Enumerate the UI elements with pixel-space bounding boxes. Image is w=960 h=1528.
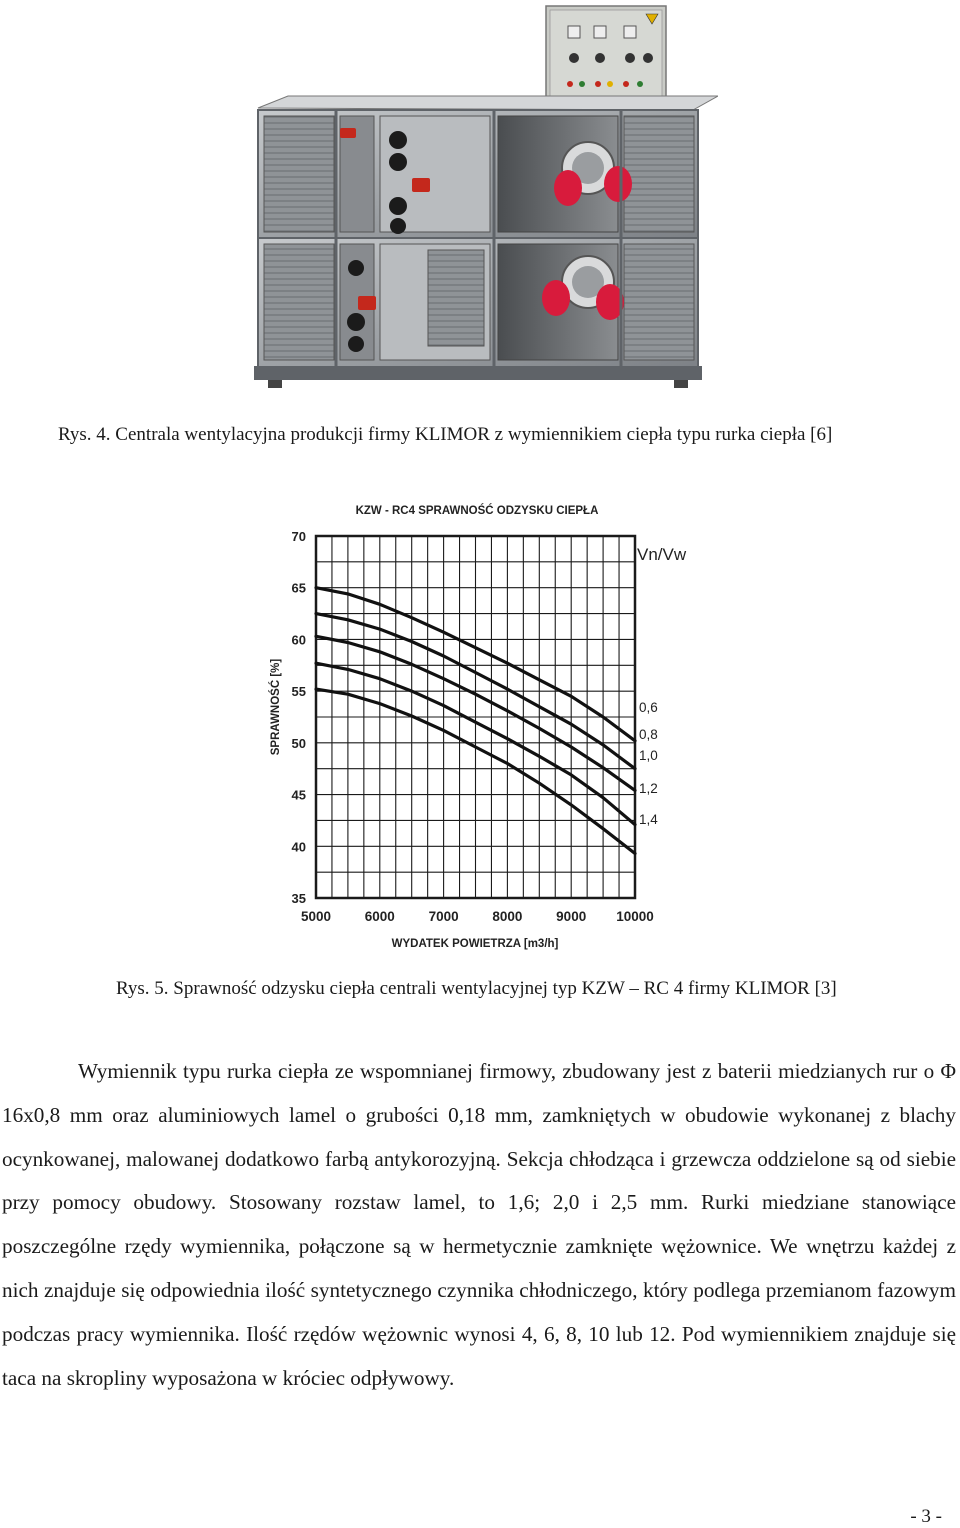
y-tick-label: 50 [291,735,306,751]
body-paragraph: Wymiennik typu rurka ciepła ze wspomnianej firmowy, zbudowany jest z baterii miedzianych rur o Φ 16x0,8 mm oraz aluminiowych lamel o grubości 0,18 mm, zamkniętych w obudowie wykonanej z blachy ocynkowanej, malowanej dodatkowo farbą antykorozyjną. Sekcja chłodząca i grzewcza oddzielone są od siebie przy pomocy obudowy. Stosowany rozstaw lamel, to 1,6; 2,0 i 2,5 mm. Rurki miedziane stanowiące poszczególne rzędy wymiennika, połączone są w hermetycznie zamknięte wężownice. We wnętrzu każdej z nich znajduje się odpowiednia ilość syntetycznego czynnika chłodniczego, który podlega przemianom fazowym podczas pracy wymiennika. Ilość rzędów wężownic wynosi 4, 6, 8, 10 lub 12. Pod wymiennikiem znajduje się taca na skropliny wyposażona w króciec odpływowy. [2,1059,956,1390]
chart-grid [316,536,635,898]
chart-title: KZW - RC4 SPRAWNOŚĆ ODZYSKU CIEPŁA [355,505,599,517]
legend-title: Vn/Vw [637,545,687,564]
x-tick-label: 10000 [616,909,654,924]
y-tick-label: 65 [291,580,306,596]
series-label: 1,2 [639,781,658,796]
y-tick-label: 40 [291,839,306,855]
series-label: 0,8 [639,727,658,742]
x-tick-label: 5000 [300,909,332,924]
y-tick-label: 60 [291,632,306,648]
series-label: 1,0 [639,748,658,763]
ventilation-unit-photo [248,0,718,392]
page-number: - 3 - [910,1506,942,1527]
series-label: 1,4 [639,812,658,827]
efficiency-chart [255,496,725,958]
y-tick-label: 45 [291,787,306,803]
x-axis-label: WYDATEK POWIETRZA [m3/h] [391,938,559,950]
figure-caption-1: Rys. 4. Centrala wentylacyjna produkcji firmy KLIMOR z wymiennikiem ciepła typu rurka ciepła [6] [58,424,833,445]
series-label: 0,6 [639,700,658,715]
y-tick-label: 35 [291,891,306,906]
x-tick-label: 7000 [428,909,459,924]
y-tick-label: 70 [291,529,306,544]
x-tick-label: 9000 [556,909,587,924]
figure-caption-2: Rys. 5. Sprawność odzysku ciepła centrali wentylacyjnej typ KZW – RC 4 firmy KLIMOR [3] [116,978,837,999]
body-text [2,1050,956,1400]
x-tick-label: 8000 [492,909,523,924]
x-tick-label: 6000 [364,909,395,924]
y-tick-label: 55 [291,684,306,700]
y-axis-label: SPRAWNOŚĆ [%] [270,658,282,756]
